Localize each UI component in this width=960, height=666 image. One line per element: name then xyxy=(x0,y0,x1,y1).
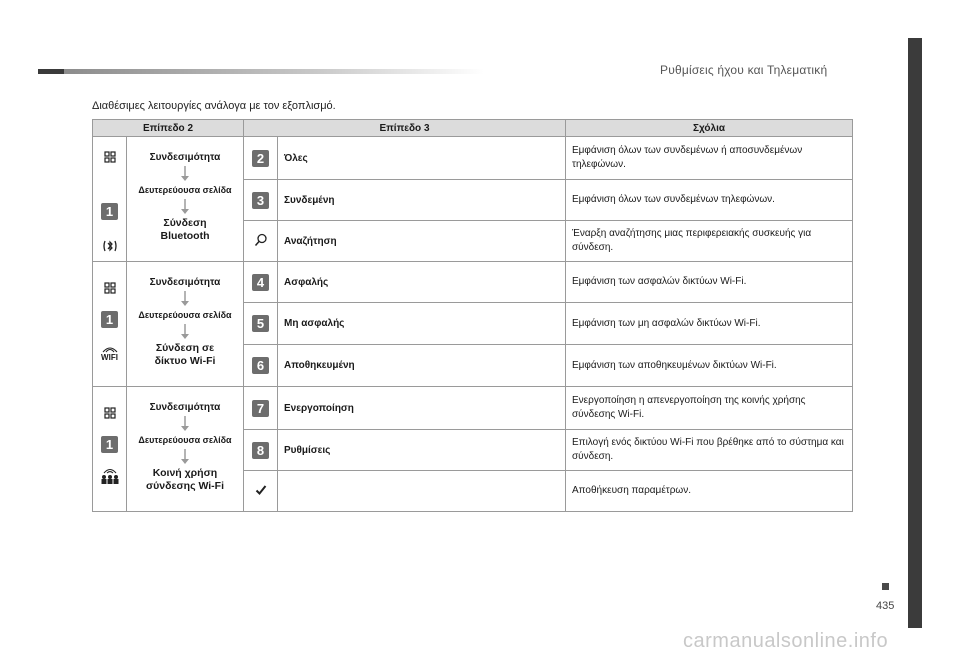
group-icons-bluetooth xyxy=(93,137,127,262)
bluetooth-phone-icon xyxy=(93,237,126,255)
level3-label: Αναζήτηση xyxy=(278,221,566,262)
header-comments: Σχόλια xyxy=(566,120,853,137)
group-icons-wifi xyxy=(93,262,127,387)
table-row xyxy=(93,262,853,303)
group-level2-wifi-sharing: Συνδεσιμότητα Δευτερεύουσα σελίδα Κοινή χρήση σύνδεσης Wi-Fi xyxy=(127,387,244,512)
row-number: 3 xyxy=(244,180,278,221)
header-rule-dark xyxy=(38,69,64,74)
level1-badge: 1 xyxy=(93,311,126,328)
section-title: Ρυθμίσεις ήχου και Τηλεματική xyxy=(660,63,828,77)
row-comment: Εμφάνιση των αποθηκευμένων δικτύων Wi-Fi. xyxy=(566,345,853,387)
row-number: 4 xyxy=(244,262,278,303)
row-comment: Εμφάνιση των ασφαλών δικτύων Wi-Fi. xyxy=(566,262,853,303)
group-level2-bluetooth: Συνδεσιμότητα Δευτερεύουσα σελίδα Σύνδεση Bluetooth xyxy=(127,137,244,262)
wifi-icon xyxy=(93,345,126,362)
watermark: carmanualsonline.info xyxy=(683,630,889,652)
level1-badge: 1 xyxy=(93,436,126,453)
row-comment: Αποθήκευση παραμέτρων. xyxy=(566,471,853,512)
grid-menu-icon xyxy=(93,407,126,419)
header-level-2: Επίπεδο 2 xyxy=(93,120,244,137)
search-icon xyxy=(244,221,278,262)
row-number: 8 xyxy=(244,430,278,471)
level3-label: Μη ασφαλής xyxy=(278,303,566,345)
table-row xyxy=(93,387,853,430)
row-comment: Εμφάνιση όλων των συνδεμένων ή αποσυνδεμένων τηλεφώνων. xyxy=(566,137,853,180)
level3-label: Ασφαλής xyxy=(278,262,566,303)
row-number: 5 xyxy=(244,303,278,345)
wifi-icon-label: WIFI xyxy=(101,353,118,362)
header-rule xyxy=(64,69,484,74)
check-icon xyxy=(244,471,278,512)
intro-text: Διαθέσιμες λειτουργίες ανάλογα με τον εξοπλισμό. xyxy=(92,100,336,112)
page-marker xyxy=(882,583,889,590)
header-level-3: Επίπεδο 3 xyxy=(244,120,566,137)
level1-badge: 1 xyxy=(93,203,126,220)
level3-label: Αποθηκευμένη xyxy=(278,345,566,387)
row-comment: Εμφάνιση όλων των συνδεμένων τηλεφώνων. xyxy=(566,180,853,221)
row-number: 2 xyxy=(244,137,278,180)
table-header-row xyxy=(93,120,853,137)
level3-label xyxy=(278,471,566,512)
page-side-bar xyxy=(908,38,922,628)
row-comment: Επιλογή ενός δικτύου Wi-Fi που βρέθηκε από το σύστημα και σύνδεση. xyxy=(566,430,853,471)
level3-label: Συνδεμένη xyxy=(278,180,566,221)
functions-table xyxy=(92,119,853,512)
grid-menu-icon xyxy=(93,151,126,163)
row-number: 7 xyxy=(244,387,278,430)
row-comment: Ενεργοποίηση η απενεργοποίηση της κοινής χρήσης σύνδεσης Wi-Fi. xyxy=(566,387,853,430)
level3-label: Όλες xyxy=(278,137,566,180)
level3-label: Ενεργοποίηση xyxy=(278,387,566,430)
table-row xyxy=(93,137,853,180)
row-comment: Έναρξη αναζήτησης μιας περιφερειακής συσκευής για σύνδεση. xyxy=(566,221,853,262)
page-number: 435 xyxy=(876,600,895,612)
group-icons-wifi-sharing xyxy=(93,387,127,512)
row-comment: Εμφάνιση των μη ασφαλών δικτύων Wi-Fi. xyxy=(566,303,853,345)
row-number: 6 xyxy=(244,345,278,387)
wifi-sharing-icon xyxy=(93,467,126,485)
group-level2-wifi: Συνδεσιμότητα Δευτερεύουσα σελίδα Σύνδεση σε δίκτυο Wi-Fi xyxy=(127,262,244,387)
grid-menu-icon xyxy=(93,282,126,294)
level3-label: Ρυθμίσεις xyxy=(278,430,566,471)
